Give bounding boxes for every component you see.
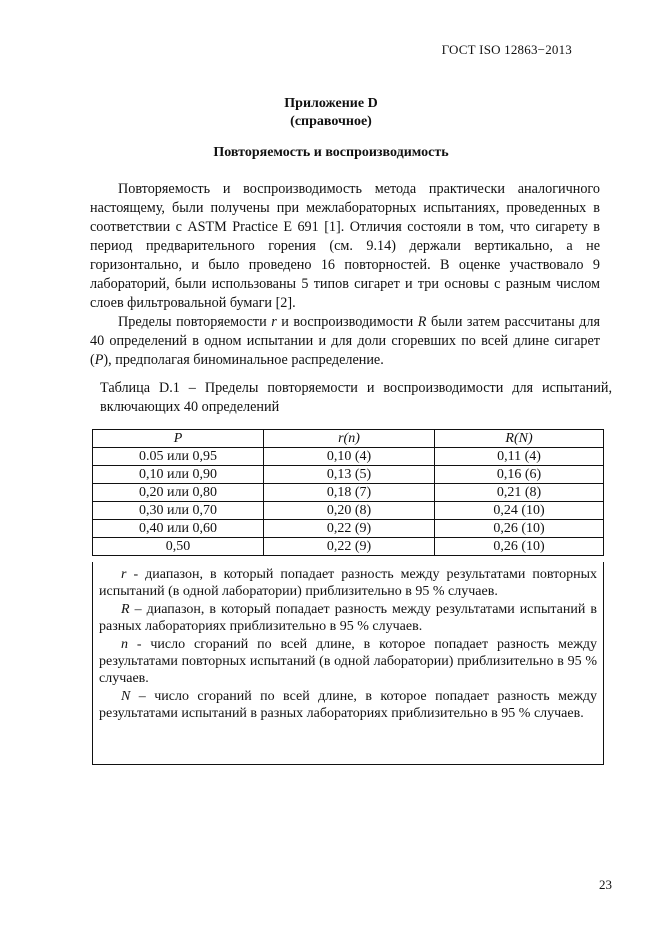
column-header-p: P <box>93 430 264 448</box>
note-symbol: n <box>121 637 128 652</box>
table-cell: 0,11 (4) <box>435 448 604 466</box>
table-row <box>93 538 604 556</box>
table-cell: 0,22 (9) <box>264 520 435 538</box>
table-notes <box>92 562 604 765</box>
appendix-title: Приложение D <box>284 96 378 111</box>
symbol-r: r <box>271 314 277 330</box>
note-text: – число сгораний по всей длине, в которое попадает разность между результатами испытаний в разных лабораториях приблизительно в 95 % случаев. <box>99 689 597 721</box>
table-cell: 0,50 <box>93 538 264 556</box>
note-r <box>99 566 597 600</box>
section-title: Повторяемость и воспроизводимость <box>213 145 449 160</box>
note-symbol: N <box>121 689 131 704</box>
table-row <box>93 466 604 484</box>
table-cell: 0,20 (8) <box>264 502 435 520</box>
paragraph-2-text-a: Пределы повторяемости <box>118 314 272 330</box>
table-cell: 0,10 или 0,90 <box>93 466 264 484</box>
paragraph-2-text-d: ), предполагая биноминальное распределение. <box>103 352 384 368</box>
note-text: – диапазон, в который попадает разность между результатами испытаний в разных лабораториях приблизительно в 95 % случаев. <box>99 602 597 634</box>
note-text: - число сгораний по всей длине, в которое попадает разность между результатами повторных испытаний (в одной лаборатории) приблизительно в 95 % случаев. <box>99 637 597 686</box>
table-cell: 0.05 или 0,95 <box>93 448 264 466</box>
table-cell: 0,10 (4) <box>264 448 435 466</box>
symbol-P: P <box>94 352 104 368</box>
note-N <box>99 688 597 722</box>
table-row <box>93 448 604 466</box>
appendix-heading <box>0 95 662 131</box>
table-cell: 0,24 (10) <box>435 502 604 520</box>
column-header-RN: R(N) <box>435 430 604 448</box>
paragraph-2-text-b: и воспроизводимости <box>276 314 418 330</box>
table-header-row <box>93 430 604 448</box>
table-cell: 0,26 (10) <box>435 538 604 556</box>
table-caption: Таблица D.1 – Пределы повторяемости и воспроизводимости для испытаний, включающих 40 определений <box>100 380 612 415</box>
note-R <box>99 601 597 635</box>
table-cell: 0,18 (7) <box>264 484 435 502</box>
table-cell: 0,21 (8) <box>435 484 604 502</box>
table-cell: 0,26 (10) <box>435 520 604 538</box>
note-symbol: r <box>121 567 127 582</box>
table-cell: 0,22 (9) <box>264 538 435 556</box>
note-n <box>99 636 597 687</box>
table-row <box>93 484 604 502</box>
table-cell: 0,30 или 0,70 <box>93 502 264 520</box>
table-row <box>93 502 604 520</box>
page-number: 23 <box>599 877 612 892</box>
appendix-subtitle: (справочное) <box>290 114 372 129</box>
note-text: - диапазон, в который попадает разность между результатами повторных испытаний (в одной лаборатории) приблизительно в 95 % случаев. <box>99 567 597 599</box>
paragraph-2 <box>90 313 600 370</box>
symbol-R: R <box>417 314 427 330</box>
table-cell: 0,40 или 0,60 <box>93 520 264 538</box>
paragraph-1: Повторяемость и воспроизводимость метода практически аналогичного настоящему, были получены при межлабораторных испытаниях, проведенных в соответствии с ASTM Practice E 691 [1]. Отличия состояли в том, что сигарету в период предварительного горения (см. 9.14) держали вертикально, а не горизонтально, и было проведено 16 повторностей. В оценке участвовало 9 лабораторий, были использованы 5 типов сигарет и три основы с разным числом слоев фильтровальной бумаги [2]. <box>90 181 600 311</box>
table-cell: 0,13 (5) <box>264 466 435 484</box>
note-symbol: R <box>121 602 130 617</box>
table-cell: 0,16 (6) <box>435 466 604 484</box>
table-cell: 0,20 или 0,80 <box>93 484 264 502</box>
table-row <box>93 520 604 538</box>
data-table <box>92 429 604 556</box>
document-code: ГОСТ ISO 12863−2013 <box>441 42 572 57</box>
body-text <box>90 180 600 370</box>
column-header-rn: r(n) <box>264 430 435 448</box>
paragraph-2-text-c: были затем рассчитаны для 40 определений в одном испытании и для доли сгоревших по всей длине сигарет ( <box>90 314 601 368</box>
